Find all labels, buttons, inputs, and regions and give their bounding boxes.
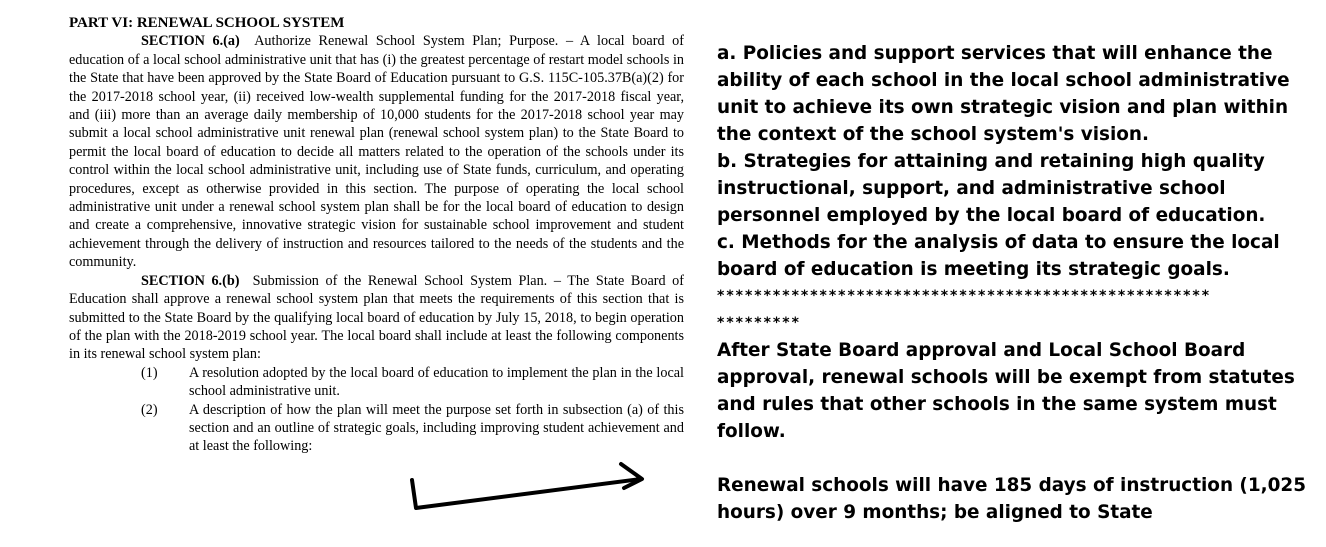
list-item-text: A description of how the plan will meet the purpose set forth in subsection (a) of this section and an outline of strategic goals, including improving student achievement and at least the following: xyxy=(189,401,684,455)
section-6b-heading: SECTION 6.(b) xyxy=(141,272,240,289)
list-item-number: (2) xyxy=(141,401,158,418)
list-item xyxy=(141,401,684,456)
note-item-a: a. Policies and support services that will enhance the ability of each school in the local school administrative unit to achieve its own strategic vision and plan within the context of the school system's vision. xyxy=(717,43,1290,145)
section-6a-text: Authorize Renewal School System Plan; Purpose. – A local board of education of a local school administrative unit that has (i) the greatest percentage of restart model schools in the State that have been approved by the State Board of Education pursuant to G.S. 115C-105.37B(a)(2) for the 2017-2018 school year, (ii) received low-wealth supplemental funding for the 2017-2018 fiscal year, and (iii) more than an average daily membership of 10,000 students for the 2017-2018 school year may submit a local school administrative unit renewal plan (renewal school system plan) to the State Board to permit the local board of education to decide all matters related to the operation of the schools under its control within the local school administrative unit, including use of State funds, curriculum, and operating procedures, except as otherwise provided in this section. The purpose of operating the local school administrative unit under a renewal school system plan shall be for the local board of education to design and create a comprehensive, innovative strategic vision for sustainable school improvement and student achievement through the delivery of instruction and resources tailored to the needs of the students and the community. xyxy=(69,33,684,271)
section-6b-text: Submission of the Renewal School System Plan. – The State Board of Education shall approve a renewal school system plan that meets the requirements of this section that is submitted to the State Board by the qualifying local board of education by July 15, 2018, to begin operation of the plan with the 2018-2019 school year. The local board shall include at least the following components in its renewal school system plan: xyxy=(69,272,684,363)
list-item xyxy=(141,364,684,401)
part-title: PART VI: RENEWAL SCHOOL SYSTEM xyxy=(69,15,345,31)
asterisk-divider-continued: ********* xyxy=(717,315,801,331)
statute-excerpt xyxy=(69,14,684,456)
note-exemption: After State Board approval and Local School Board approval, renewal schools will be exempt from statutes and rules that other schools in the same system must follow. xyxy=(717,340,1295,442)
note-item-c: c. Methods for the analysis of data to ensure the local board of education is meeting its strategic goals. xyxy=(717,232,1280,280)
section-6a-heading: SECTION 6.(a) xyxy=(141,33,240,50)
note-instruction-days: Renewal schools will have 185 days of instruction (1,025 hours) over 9 months; be aligned to State xyxy=(717,475,1307,523)
spacer xyxy=(717,445,1317,472)
annotation-notes xyxy=(717,40,1317,526)
component-list xyxy=(69,364,684,456)
hand-drawn-arrow-icon xyxy=(405,455,655,515)
list-item-text: A resolution adopted by the local board of education to implement the plan in the local school administrative unit. xyxy=(189,364,684,400)
section-6b-paragraph xyxy=(69,272,684,364)
note-item-b: b. Strategies for attaining and retaining high quality instructional, support, and administrative school personnel employed by the local board of education. xyxy=(717,151,1266,226)
asterisk-divider: ***************************************************** xyxy=(717,288,1212,304)
section-6a-paragraph xyxy=(69,32,684,271)
list-item-number: (1) xyxy=(141,364,158,381)
